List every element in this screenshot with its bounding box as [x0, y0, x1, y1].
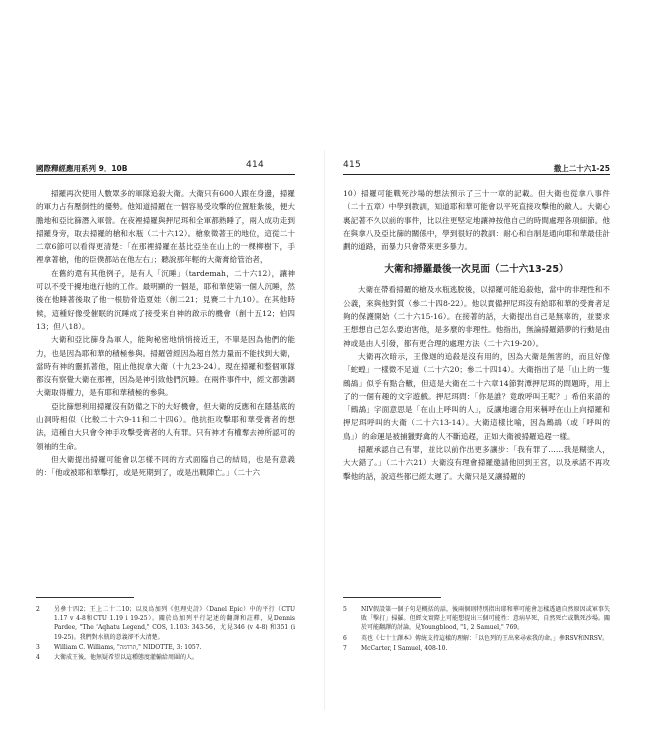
footnote-number: 2 [36, 606, 40, 613]
left-body-text [36, 187, 295, 480]
footnote-text: NIV假設第一個子句是概括的話，後兩個則特別指出耶和華可能會怎樣透過自然原因或軍事失敗「擊打」掃羅。但經文實際上可能想提出三個可能性：意病早死，自然死亡或戰死沙場。關於可能翻譯的討論，見Youngblood, "1, 2 Samuel," 769。 [361, 606, 610, 632]
footnote [343, 605, 610, 633]
left-running-header [36, 160, 295, 174]
section-reference: 撒上二十六1-25 [553, 164, 610, 173]
paragraph: 大衛和亞比篩身為軍人，能夠秘密地悄悄接近王，不單是因為他們的能力，也是因為耶和華的積極參與。掃羅曾經因為超自然力量而不能找到大衛，當時有神的靈抓著他，阻止他捉拿大衛（十九23-24）。現在掃羅和整個軍隊都沒有察覺大衛在那裡，因為是神引致他們沉睡。在兩件事件中，經文都強調大衛取得權力，是有耶和華積極的參與。 [36, 335, 295, 398]
footnote-number: 5 [343, 606, 347, 613]
right-body-text [343, 187, 610, 483]
footnote-number: 4 [36, 654, 40, 662]
paragraph: 在舊約還有其他例子，是有人「沉睡」（tardemah，二十六12），讓神可以不受干擾地進行他的工作。最明顯的一個是，耶和華使第一個人沉睡，然後在他睡著後取了他一根肋骨造夏娃（創二21；見賽二十九10）。在其他時候，這種好像受催眠的沉睡成了接受來自神的啟示的機會（創十五12；伯四13；但八18）。 [36, 268, 295, 331]
footnote-number: 6 [343, 634, 347, 642]
left-footnotes [36, 597, 295, 663]
footnote-text: McCarter, I Samuel, 408-10. [361, 644, 448, 652]
footnote [36, 643, 295, 652]
footnote-number: 3 [36, 643, 40, 651]
paragraph: 掃羅承認自己有罪，並比以前作出更多讓步：「我有罪了……我是糊塗人，大大錯了。」（二十六21）大衛沒有理會掃羅邀請他回到王宮，以及承諾不再攻擊他的話，說這些都已經太遲了。大衛只是叉讓掃羅的 [343, 445, 610, 481]
footnote [36, 605, 295, 642]
right-footnotes [343, 597, 610, 654]
right-running-header [343, 160, 610, 174]
page-number-right: 415 [343, 160, 362, 170]
series-title: 國際釋經應用系列 9．10B [36, 164, 128, 173]
footnote-rule [343, 597, 441, 598]
footnote [36, 653, 295, 662]
footnote-text: 另參十四2；王上二十二10；以及烏加列《但理史詩》（Danel Epic）中的平行（CTU 1.17 v 4-8和CTU 1.19 i 19-25）。關於烏加列平行記述的翻譯和註釋，見Dennis Pardee, "The 'Aqhatu Legend," COS, 1.103: 343-56，尤見346 (v 4-8) 和351 (i 19-25)。我們對水瓶的意義卻不大清楚。 [54, 606, 295, 641]
section-heading: 大衛和掃羅最後一次見面（二十六13-25） [384, 264, 569, 276]
paragraph: 掃羅再次使用人數眾多的軍隊追殺大衛。大衛只有600人跟在身邊，掃羅的軍力占有壓倒性的優勢。他知道掃羅在一個容易受攻擊的位置駐紮後，便大膽地和亞比篩潛入軍營。在夜裡掃羅與押尼珥和全軍都熟睡了，兩人成功走到掃羅身旁，取去掃羅的槍和水瓶（二十六12）。槍象徵著王的地位，這從二十二章6節可以看得更清楚：「在那裡掃羅在基比亞坐在山上的一棵柳樹下，手裡拿著槍，他的臣僕都站在他左右」；聽說那年輕的大衛膏給管治者， [36, 189, 295, 265]
footnote-text: William C. Williams, "תרדמה," NIDOTTE, 3: 1057. [54, 643, 202, 651]
paragraph: 10）掃羅可能戰死沙場的想法預示了三十一章的記載。但大衛也從拿八事件（二十五章）中學到教訓，知道耶和華可能會以平死直接攻擊他的敵人。大衛心裏記著不久以前的事件，比以往更堅定地讓神按他自己的時間處理各項細節。他在與拿八及亞比篩的關係中，學到很好的教訓：耐心和自制是通向耶和華最佳計劃的道路，而暴力只會帶來更多暴力。 [343, 189, 610, 252]
footnote-text: 大衛成王後，他無疑希望以這種態度灌輸給周圍的人。 [54, 654, 199, 662]
paragraph: 亞比篩想利用掃羅沒有防備之下的大好機會，但大衛的反應和在隱基底的山洞時相似（比較二十六9-11和二十四6）。他抗拒攻擊耶和華受膏者的想法，這種自大只會令神手攻擊受膏者的人有罪。只有神才有權奪去神所認可的領袖的生命。 [36, 401, 295, 451]
footnote-rule [36, 597, 134, 598]
page-number-left: 414 [246, 160, 265, 170]
footnote-text: 英也《七十士譯本》傳統支持這樣的理解：「以色列的王出來尋索我的命。」參RSV和NRSV。 [361, 634, 609, 642]
header-rule [36, 174, 295, 175]
paragraph: 但大衛提出掃羅可能會以怎樣不同的方式面臨自己的結局，也是有意義的：「他或被耶和華擊打，或是死期到了，或是出戰陣亡。」（二十六 [36, 454, 295, 478]
paragraph: 大衛再次暗示，王像迦的追殺是沒有用的，因為大衛是無害的，而且好像「蛇蝗」一樣微不足道（二十六20；參二十四14）。大衛指出了是「山上的一隻鷓鴣」似乎有點合轍，但這是大衛在二十六章14節對潭押尼珥的問題時，用上了的一個有趣的文字遊戲。押尼珥問：「你是誰？竟敢呼叫王呢？」希伯來語的「鷓鴣」字面意思是「在山上呼叫的人」，反讓地適合用來稱呼在山上向掃羅和押尼珥呼叫的大衛（二十六13-14）。大衛這樣比喻，因為鷓鴣（或「呼叫的鳥」）的命運是被捕獵野禽的人不斷追趕，正如大衛被掃羅追趕一樣。 [343, 351, 610, 441]
footnote-number: 7 [343, 644, 347, 652]
right-page [325, 0, 650, 750]
paragraph: 大衛在帶看掃羅的槍及水瓶逃脫後，以掃羅可能追殺他，當中的非理性和不公義，來與他對質（參二十四8-22）。他以責備押尼珥沒有給耶和華的受膏者足夠的保護開始（二十六15-16）。在接著的話，大衛提出自己是無辜的，並要求王想想自己怎么要迫害他，是多麼的非理性。他指出，無論掃羅錯夢的行動是由神或是由人引發，都有更合理的處理方法（二十六19-20）。 [343, 285, 610, 348]
footnote [343, 644, 610, 653]
header-rule [343, 174, 610, 175]
footnote [343, 634, 610, 643]
